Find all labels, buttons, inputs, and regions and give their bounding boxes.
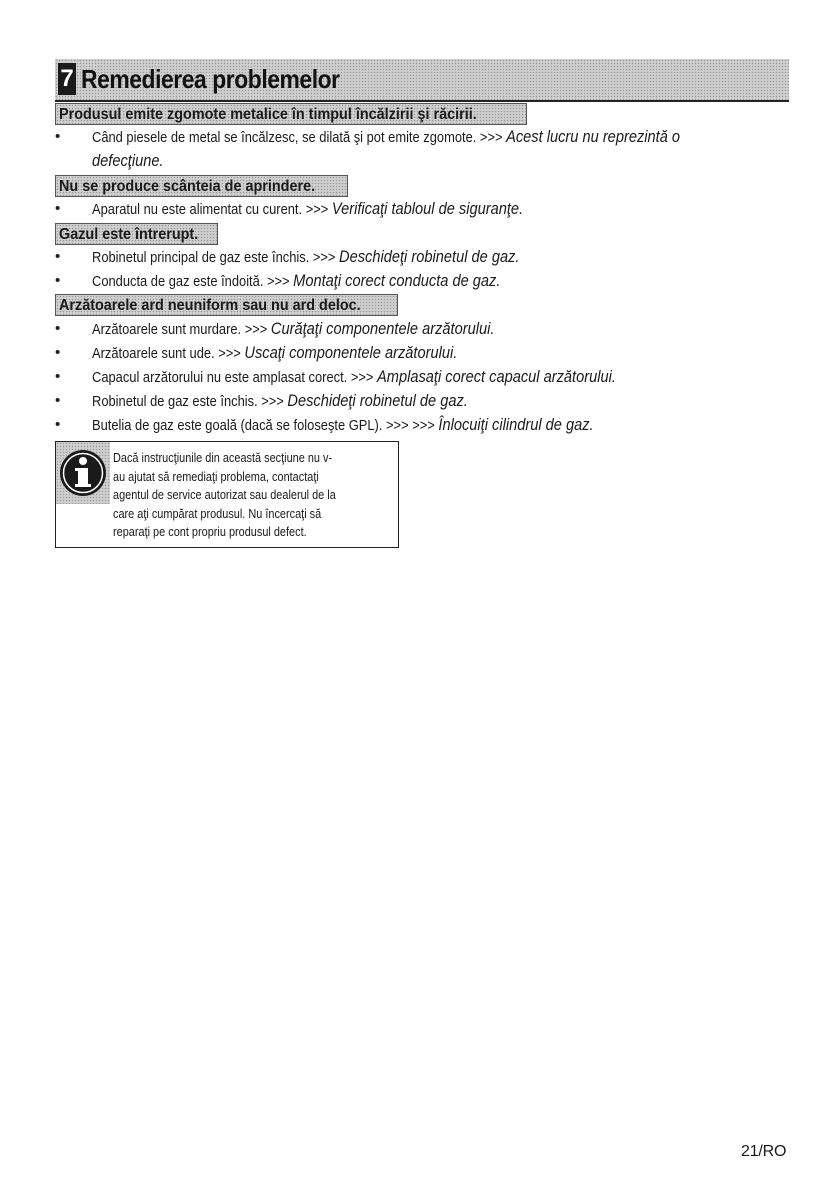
problem-cause: Butelia de gaz este goală (dacă se foloseşte GPL). >>> >>> — [92, 417, 439, 434]
problem-fix: Amplasaţi corect capacul arzătorului. — [377, 367, 616, 386]
bullet: • — [55, 344, 61, 361]
bullet: • — [55, 128, 61, 145]
problem-cause: Aparatul nu este alimentat cu curent. >>> — [92, 201, 332, 218]
bullet: • — [55, 272, 61, 289]
page-number: 21/RO — [741, 1143, 787, 1160]
bullet: • — [55, 200, 61, 217]
problem-cause: Conducta de gaz este îndoită. >>> — [92, 273, 294, 290]
section-heading: Gazul este întrerupt. — [55, 223, 218, 245]
chapter-title-bar — [55, 59, 789, 102]
problem-fix-continued: defecţiune. — [92, 151, 164, 170]
problem-cause: Robinetul principal de gaz este închis. >>> — [92, 249, 340, 266]
info-icon — [58, 448, 108, 498]
problem-cause: Când piesele de metal se încălzesc, se dilată şi pot emite zgomote. >>> — [92, 129, 507, 146]
problem-fix: Montaţi corect conducta de gaz. — [293, 271, 501, 290]
problem-cause: Arzătoarele sunt murdare. >>> — [92, 321, 271, 338]
bullet: • — [55, 248, 61, 265]
info-note-box — [55, 441, 399, 548]
bullet: • — [55, 392, 61, 409]
bullet: • — [55, 320, 61, 337]
chapter-number: 7 — [58, 63, 76, 95]
bullet: • — [55, 416, 61, 433]
section-heading: Produsul emite zgomote metalice în timpul încălzirii şi răcirii. — [55, 103, 527, 125]
problem-cause: Capacul arzătorului nu este amplasat corect. >>> — [92, 369, 378, 386]
info-note-text: Dacă instrucţiunile din această secţiune nu v- au ajutat să remediaţi problema, contactaţi agentul de service autorizat sau dealerul de la care aţi cumpărat produsul. Nu încercaţi să reparaţi pe cont propriu produsul defect. — [113, 450, 336, 539]
bullet: • — [55, 368, 61, 385]
problem-fix: Deschideţi robinetul de gaz. — [287, 391, 468, 410]
section-heading: Nu se produce scânteia de aprindere. — [55, 175, 348, 197]
problem-fix: Verificaţi tabloul de siguranţe. — [331, 199, 524, 218]
section-heading: Arzătoarele ard neuniform sau nu ard deloc. — [55, 294, 398, 316]
problem-fix: Înlocuiţi cilindrul de gaz. — [438, 415, 594, 434]
problem-cause: Robinetul de gaz este închis. >>> — [92, 393, 288, 410]
problem-fix: Deschideţi robinetul de gaz. — [339, 247, 520, 266]
problem-fix: Acest lucru nu reprezintă o — [506, 127, 681, 146]
chapter-title: Remedierea problemelor — [81, 64, 340, 94]
problem-fix: Uscaţi componentele arzătorului. — [244, 343, 458, 362]
problem-fix: Curăţaţi componentele arzătorului. — [270, 319, 495, 338]
problem-cause: Arzătoarele sunt ude. >>> — [92, 345, 245, 362]
